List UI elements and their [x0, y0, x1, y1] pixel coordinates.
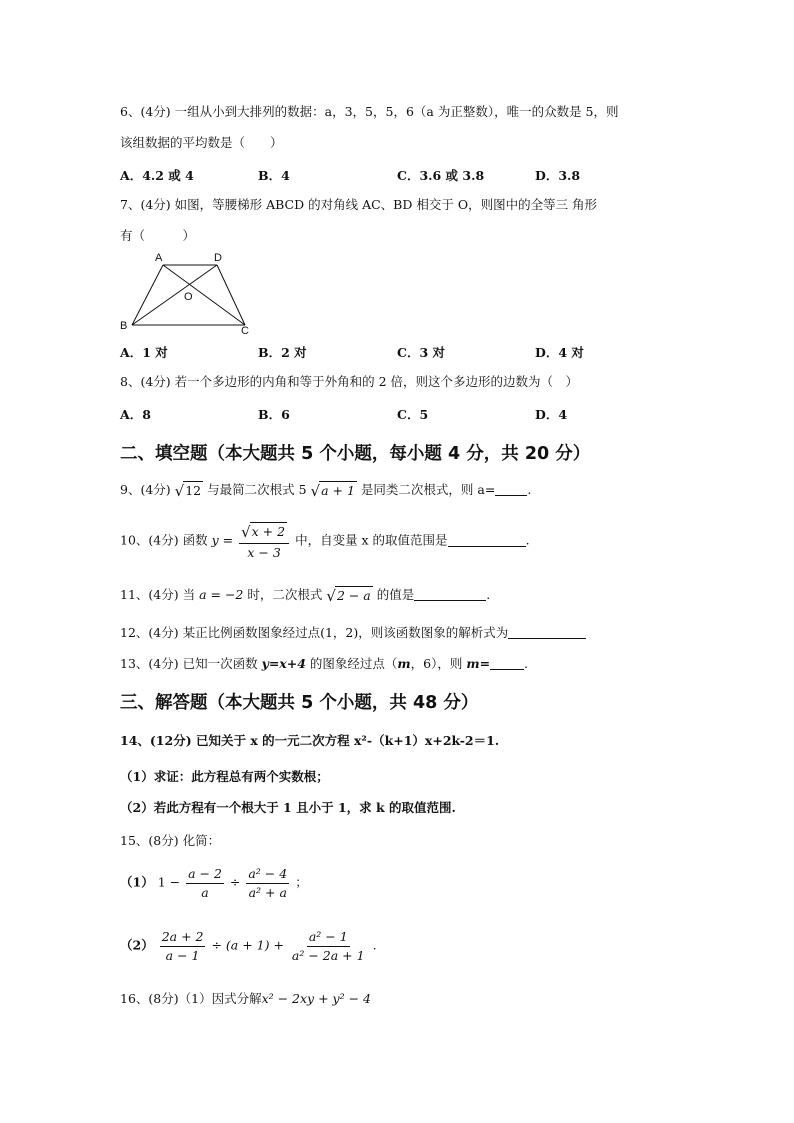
q16-prefix: 16、(8分)（1）因式分解: [120, 991, 262, 1006]
q11-sqrt: √2 − a: [326, 587, 371, 605]
q7-option-b: B．2 对: [258, 345, 307, 360]
q9-end: .: [527, 482, 532, 497]
q9-sqrt-12: √12: [174, 482, 202, 500]
q9-answer-blank: [495, 483, 527, 496]
q6-stem-line2: 该组数据的平均数是（ ）: [120, 135, 283, 150]
q9-line: [120, 481, 531, 500]
q13-function: y=x+4: [261, 656, 306, 671]
q13-prefix: 13、(4分) 已知一次函数: [120, 656, 262, 671]
q7-stem-line2: 有（ ）: [120, 228, 196, 243]
q15-part1-lead: 1 −: [157, 874, 181, 890]
q13-mid: 的图象经过点（: [305, 656, 398, 671]
q8-option-c: C．5: [397, 407, 429, 422]
q14-stem: 14、(12分) 已知关于 x 的一元二次方程 x²-（k+1）x+2k-2＝1.: [120, 733, 500, 748]
q15-part1-label: （1）: [120, 874, 154, 890]
q15-part1-fraction2: $\frac{\text{a² − 4}}{\text{a² + a}}$: [248, 866, 288, 900]
q13-answer-blank: [490, 657, 524, 670]
q10-line: [120, 522, 530, 560]
q15-part1-end: ；: [295, 874, 308, 890]
q13-line: [120, 656, 528, 671]
q15-part2: [120, 929, 377, 963]
q14-part1: （1）求证：此方程总有两个实数根；: [120, 769, 329, 784]
q10-answer-blank: [448, 534, 526, 547]
q15-part2-mid: ÷ (a + 1) +: [211, 937, 284, 953]
q10-numerator: √x + 2: [239, 522, 289, 544]
trapezoid-figure: [116, 250, 256, 338]
q7-stem-line1: 7、(4分) 如图，等腰梯形 ABCD 的对角线 AC、BD 相交于 O，则图中的全等三 角形: [120, 197, 598, 212]
q12-answer-blank: [508, 626, 586, 639]
q9-prefix: 9、(4分): [120, 482, 171, 497]
q15-part2-end: .: [372, 937, 377, 953]
q10-fraction: [239, 522, 289, 560]
q10-end: .: [525, 532, 530, 548]
q12-line: [120, 625, 586, 640]
q10-prefix: 10、(4分) 函数: [120, 532, 208, 548]
q8-option-a: A．8: [120, 407, 151, 422]
q14-part2: （2）若此方程有一个根大于 1 且小于 1，求 k 的取值范围.: [120, 800, 456, 815]
label-c: C: [241, 325, 249, 337]
q6-option-c: C．3.6 或 3.8: [397, 168, 485, 183]
q15-stem: 15、(8分) 化简：: [120, 833, 221, 848]
q8-option-b: B．6: [258, 407, 290, 422]
q13-end: .: [524, 656, 529, 671]
q7-option-a: A．1 对: [120, 345, 168, 360]
q9-mid: 与最简二次根式 5: [207, 482, 307, 497]
q6-stem-line1: 6、(4分) 一组从小到大排列的数据：a，3，5，5，6（a 为正整数），唯一的众数是 5，则: [120, 104, 619, 119]
q16-line: [120, 991, 371, 1006]
q15-part1: [120, 866, 308, 900]
edge-ab: [132, 265, 163, 325]
q11-line: [120, 586, 490, 605]
q9-radicand-1: 12: [185, 483, 202, 498]
q6-option-b: B．4: [258, 168, 290, 183]
q7-option-c: C．3 对: [397, 345, 445, 360]
q11-answer-blank: [414, 588, 486, 601]
section-solution-heading: 三、解答题（本大题共 5 个小题，共 48 分）: [120, 693, 479, 713]
q15-part2-label: （2）: [120, 937, 154, 953]
edge-dc: [217, 265, 245, 325]
q15-part2-fraction1: $\frac{2a + 2}{a - 1}$: [161, 929, 204, 963]
label-b: B: [120, 320, 128, 332]
q16-expression: x² − 2xy + y² − 4: [261, 991, 371, 1006]
q13-var2: m=: [466, 656, 491, 671]
q9-suffix: 是同类二次根式，则 a=: [360, 482, 496, 497]
q11-end: .: [486, 587, 491, 602]
q8-option-d: D．4: [535, 407, 568, 422]
q6-option-a: A．4.2 或 4: [120, 168, 194, 183]
q12-stem: 12、(4分) 某正比例函数图象经过点(1，2)，则该函数图象的解析式为: [120, 625, 509, 640]
label-a: A: [155, 252, 163, 264]
q13-mid2: ，6），则: [410, 656, 467, 671]
q8-stem: 8、(4分) 若一个多边形的内角和等于外角和的 2 倍，则这个多边形的边数为（ ）: [120, 374, 579, 389]
q9-sqrt-a-plus-1: √a + 1: [310, 482, 355, 500]
q10-lhs: y =: [211, 532, 234, 548]
q11-condition: a = −2: [199, 587, 244, 602]
section-fill-in-heading: 二、填空题（本大题共 5 个小题，每小题 4 分，共 20 分）: [120, 444, 591, 464]
q11-mid: 时，二次根式: [247, 587, 323, 602]
q7-option-d: D．4 对: [535, 345, 584, 360]
q10-suffix: 中，自变量 x 的取值范围是: [295, 532, 448, 548]
q6-option-d: D．3.8: [535, 168, 581, 183]
q15-part1-fraction1: $\frac{a - 2}{a}$: [188, 866, 222, 900]
q15-part1-op: ÷: [229, 874, 241, 890]
label-o: O: [184, 291, 193, 303]
q9-radicand-2: a + 1: [321, 483, 355, 498]
q10-denominator: x − 3: [247, 544, 281, 560]
q15-part2-fraction2: $\frac{\text{a² − 1}}{\text{a² − 2a + 1}}$: [291, 929, 365, 963]
q11-prefix: 11、(4分) 当: [120, 587, 196, 602]
q11-radicand: 2 − a: [336, 588, 371, 603]
q13-var: m: [397, 656, 411, 671]
label-d: D: [214, 252, 222, 264]
q11-suffix: 的值是: [376, 587, 415, 602]
